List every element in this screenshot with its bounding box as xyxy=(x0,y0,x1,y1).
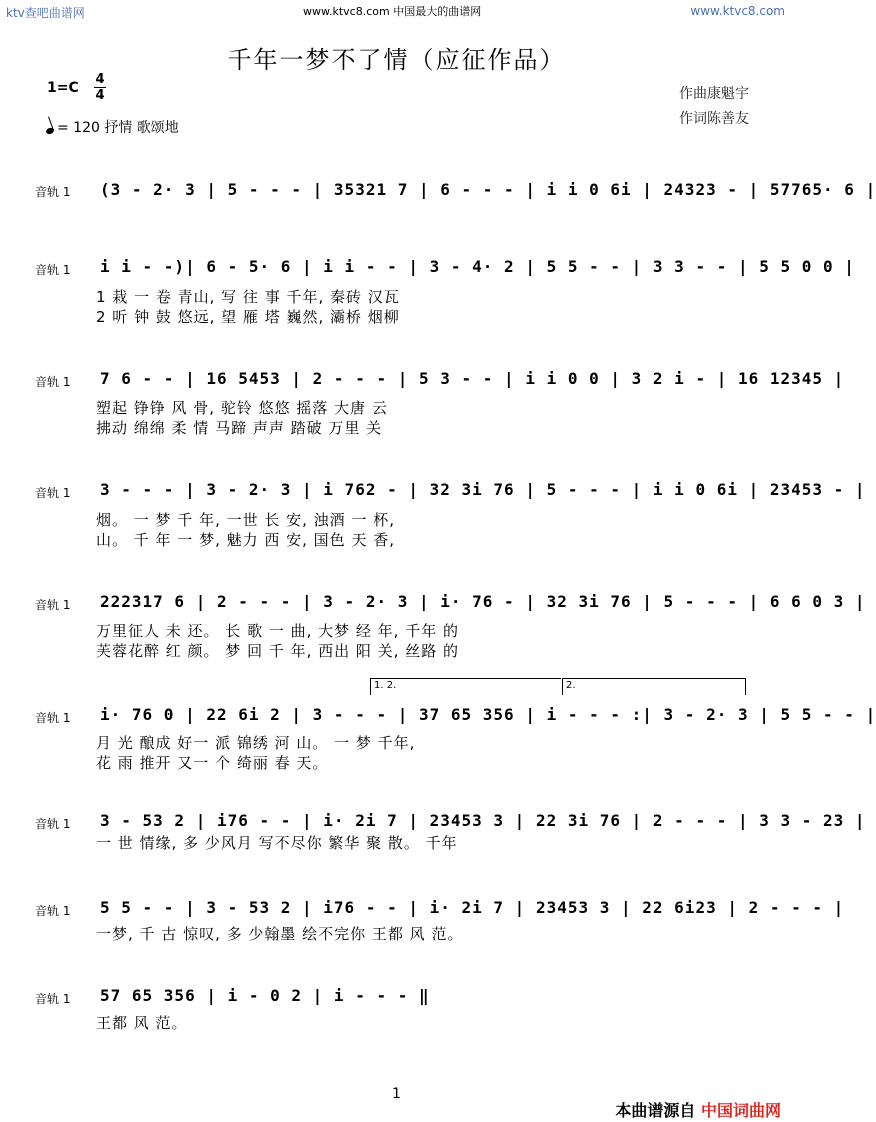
key-signature: 1=C xyxy=(47,80,79,96)
notation-line: 3 - - - | 3 - 2· 3 | i 762 - | 32 3i 76 | 5 - - - | i i 0 6i | 23453 - | xyxy=(100,480,866,499)
lyric-line-verse-2: 山。 千 年 一 梦, 魅力 西 安, 国色 天 香, xyxy=(96,531,395,549)
notation-line: 3 - 53 2 | i76 - - | i· 2i 7 | 23453 3 | 22 3i 76 | 2 - - - | 3 3 - 23 | xyxy=(100,811,866,830)
time-signature-top: 4 xyxy=(95,72,105,87)
volta-second-ending xyxy=(562,678,746,695)
source-site-link[interactable]: 中国词曲网 xyxy=(700,1101,781,1120)
volta-first-ending xyxy=(370,678,561,695)
lyric-line-verse-1: 1 栽 一 卷 青山, 写 往 事 千年, 秦砖 汉瓦 xyxy=(96,288,400,306)
site-watermark-center: www.ktvc8.com 中国最大的曲谱网 xyxy=(303,5,482,18)
lyric-line-verse-2: 2 听 钟 鼓 悠远, 望 雁 塔 巍然, 灞桥 烟柳 xyxy=(96,308,400,326)
page-number: 1 xyxy=(392,1086,401,1102)
lyric-line-verse-2: 拂动 绵绵 柔 情 马蹄 声声 踏破 万里 关 xyxy=(96,419,383,437)
track-label: 音轨 1 xyxy=(35,904,71,918)
time-signature-bottom: 4 xyxy=(95,88,105,103)
track-label: 音轨 1 xyxy=(35,185,71,199)
notation-line: (3 - 2· 3 | 5 - - - | 35321 7 | 6 - - - | i i 0 6i | 24323 - | 57765· 6 | xyxy=(100,180,876,199)
lyric-line-verse-2: 芙蓉花醉 红 颜。 梦 回 千 年, 西出 阳 关, 丝路 的 xyxy=(96,642,459,660)
notation-line: i i - -)| 6 - 5· 6 | i i - - | 3 - 4· 2 | 5 5 - - | 3 3 - - | 5 5 0 0 | xyxy=(100,257,855,276)
site-watermark-right: www.ktvc8.com xyxy=(690,4,785,18)
time-signature xyxy=(94,72,106,103)
song-title: 千年一梦不了情（应征作品） xyxy=(227,46,566,74)
source-prefix: 本曲谱源自 xyxy=(615,1101,696,1120)
lyric-line: 王都 风 范。 xyxy=(96,1014,188,1032)
lyricist-credit: 作词陈善友 xyxy=(679,111,749,127)
notation-line: 57 65 356 | i - 0 2 | i - - - ‖ xyxy=(100,986,430,1005)
lyric-line-verse-1: 烟。 一 梦 千 年, 一世 长 安, 浊酒 一 杯, xyxy=(96,511,395,529)
track-label: 音轨 1 xyxy=(35,486,71,500)
notation-line: 7 6 - - | 16 5453 | 2 - - - | 5 3 - - | i i 0 0 | 3 2 i - | 16 12345 | xyxy=(100,369,845,388)
lyric-line: 一梦, 千 古 惊叹, 多 少翰墨 绘不完你 王都 风 范。 xyxy=(96,925,464,943)
lyric-line-verse-1: 万里征人 未 还。 长 歌 一 曲, 大梦 经 年, 千年 的 xyxy=(96,622,459,640)
lyric-line-verse-1: 月 光 酿成 好一 派 锦绣 河 山。 一 梦 千年, xyxy=(96,734,416,752)
track-label: 音轨 1 xyxy=(35,263,71,277)
lyric-line: 一 世 情缘, 多 少风月 写不尽你 繁华 聚 散。 千年 xyxy=(96,834,458,852)
quarter-note-icon xyxy=(45,127,55,135)
track-label: 音轨 1 xyxy=(35,992,71,1006)
track-label: 音轨 1 xyxy=(35,817,71,831)
volta-first-label: 1. 2. xyxy=(374,680,397,691)
site-watermark-left: ktv查吧曲谱网 xyxy=(6,6,85,20)
notation-line: 222317 6 | 2 - - - | 3 - 2· 3 | i· 76 - | 32 3i 76 | 5 - - - | 6 6 0 3 | xyxy=(100,592,866,611)
lyric-line-verse-2: 花 雨 推开 又一 个 绮丽 春 天。 xyxy=(96,754,329,772)
tempo-text: = 120 抒情 歌颂地 xyxy=(57,120,179,136)
track-label: 音轨 1 xyxy=(35,375,71,389)
notation-line: 5 5 - - | 3 - 53 2 | i76 - - | i· 2i 7 | 23453 3 | 22 6i23 | 2 - - - | xyxy=(100,898,845,917)
notation-line: i· 76 0 | 22 6i 2 | 3 - - - | 37 65 356 | i - - - :| 3 - 2· 3 | 5 5 - - | xyxy=(100,705,876,724)
track-label: 音轨 1 xyxy=(35,711,71,725)
composer-credit: 作曲康魁宇 xyxy=(679,86,749,102)
track-label: 音轨 1 xyxy=(35,598,71,612)
lyric-line-verse-1: 塑起 铮铮 风 骨, 驼铃 悠悠 摇落 大唐 云 xyxy=(96,399,388,417)
tempo-marking xyxy=(46,117,179,137)
source-credit xyxy=(615,1098,781,1121)
volta-second-label: 2. xyxy=(566,680,576,691)
